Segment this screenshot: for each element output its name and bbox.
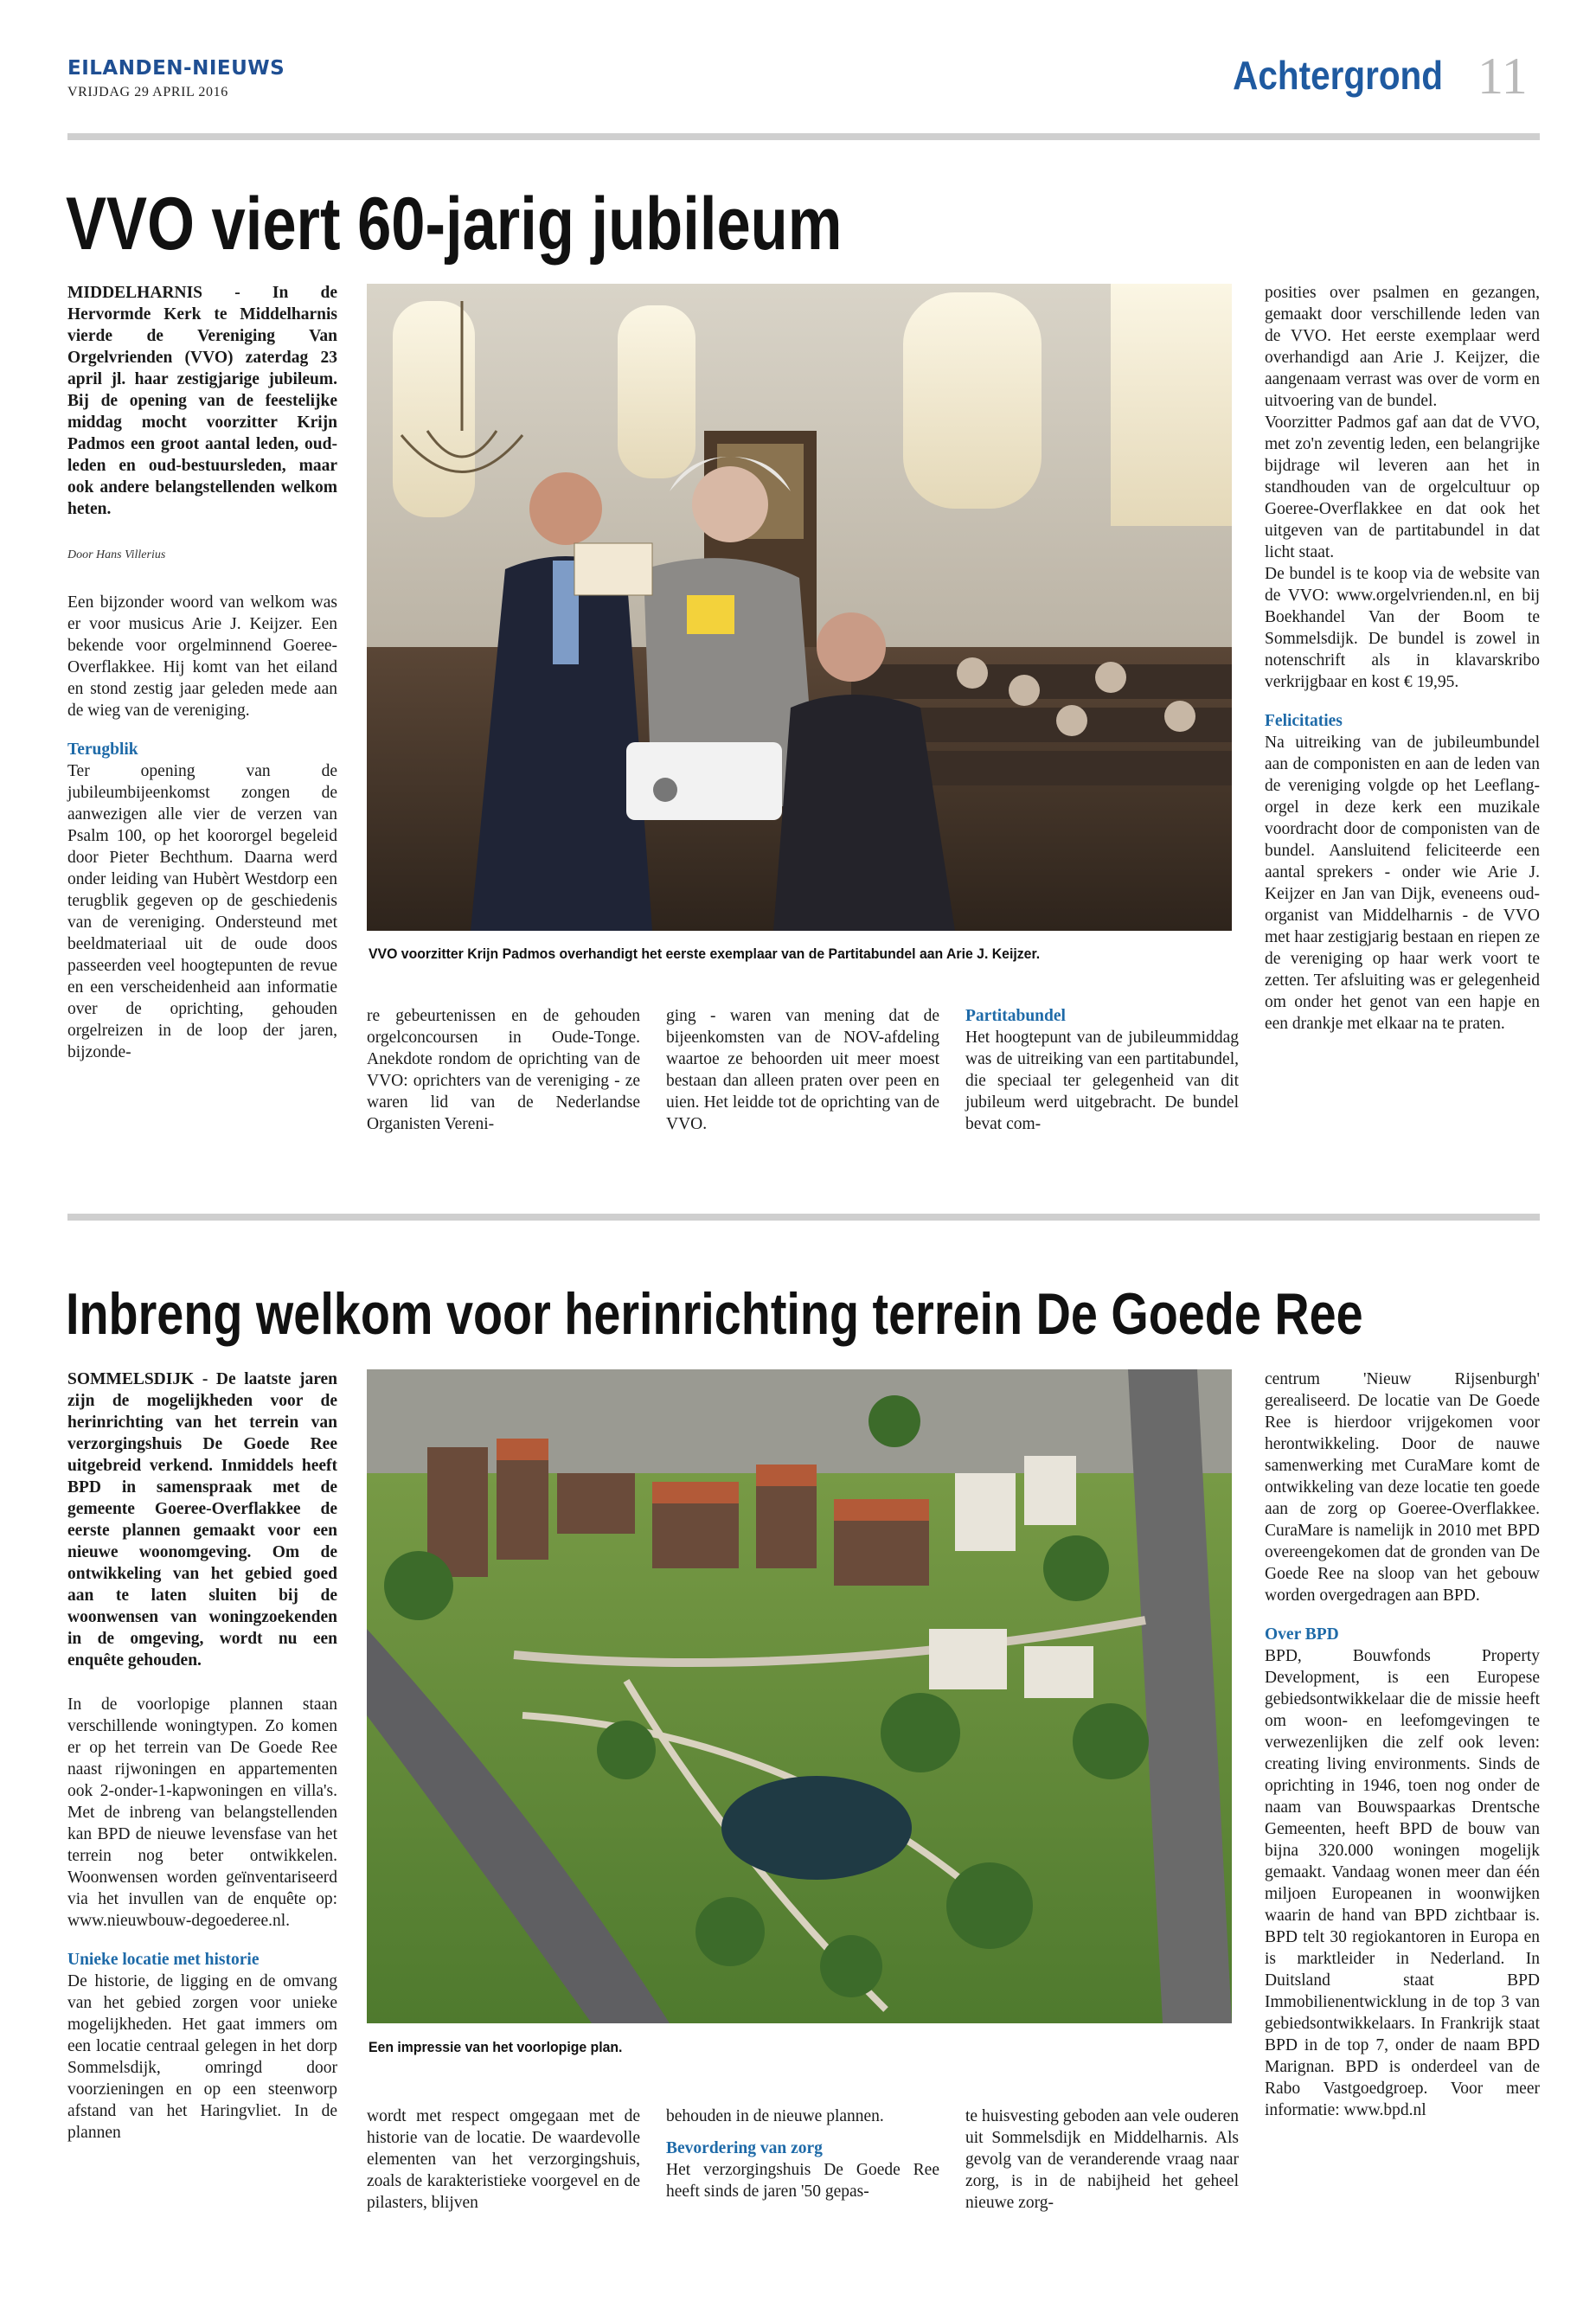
aerial-plan-impression <box>367 1369 1232 2023</box>
article2-col2 <box>367 2106 640 2214</box>
church-ceremony-photo <box>367 284 1232 931</box>
issue-date: VRIJDAG 29 APRIL 2016 <box>67 85 228 99</box>
article2-col1 <box>67 1368 337 2144</box>
article1-photo <box>367 284 1232 931</box>
article1-paragraph: Na uitreiking van de jubileumbundel aan de componisten en aan de leden van de vereniging volgde op het Leeflang-orgel in deze kerk een muzikale voordracht door de componisten van de bundel. Aansluitend feliciteerde een aantal sprekers - onder wie Arie J. Keijzer en Jan van Dijk, eveneens oud-organist van Middelharnis - de VVO met haar zestigjarig bestaan en riepen ze de vereniging op haar werk voort te zetten. Ter afsluiting was er gelegenheid om onder het genot van een hapje en een drankje met elkaar na te praten. <box>1265 734 1540 1033</box>
article2-paragraph: behouden in de nieuwe plannen. <box>666 2107 884 2125</box>
article1-headline: VVO viert 60-jarig jubileum <box>66 183 843 266</box>
section-rule <box>67 1214 1540 1221</box>
article2-paragraph: BPD, Bouwfonds Property Development, is een Europese gebiedsontwikkelaar die de missie heeft om woon- en leefomgevingen te verwezenlijken die zelf ook leven: creating living environments. Sinds de oprichting in 1946, toen nog onder de naam van Bouwspaarkas Drentsche Gemeenten, heeft BPD de bouw van bijna 320.000 woningen mogelijk gemaakt. Vandaag wonen meer dan één miljoen Europeanen in woonwijken waarin de hand van BPD zichtbaar is. BPD telt 30 regiokantoren in Europa en is marktleider in Nederland. In Duitsland staat BPD Immobilienentwicklung in de top 3 van gebiedsontwikkelaars. In Frankrijk staat BPD in de top 7, onder de naam BPD Marignan. BPD is onderdeel van de Rabo Vastgoedgroep. Voor meer informatie: www.bpd.nl <box>1265 1647 1540 2119</box>
article2-subhead-bpd: Over BPD <box>1265 1625 1339 1644</box>
article2-paragraph: wordt met respect omgegaan met de historie van de locatie. De waardevolle elementen van het verzorgingshuis, zoals de karakteristieke voorgevel en de pilasters, blijven <box>367 2107 640 2212</box>
masthead-logo: EILANDEN-NIEUWS <box>67 57 285 80</box>
article2-paragraph: Het verzorgingshuis De Goede Ree heeft sinds de jaren '50 gepas- <box>666 2161 939 2201</box>
article2-col3 <box>666 2106 939 2202</box>
article1-photo-caption: VVO voorzitter Krijn Padmos overhandigt het eerste exemplaar van de Partitabundel aan Arie J. Keijzer. <box>369 945 1041 962</box>
page-number: 11 <box>1477 48 1528 105</box>
article2-subhead-zorg: Bevordering van zorg <box>666 2139 823 2157</box>
article1-col5 <box>1265 282 1540 1035</box>
article1-paragraph: re gebeurtenissen en de gehouden orgelconcoursen in Oude-Tonge. Anekdote rondom de oprichting van de VVO: oprichters van de vereniging - ze waren lid van de Nederlandse Organisten Vereni- <box>367 1007 640 1133</box>
article2-paragraph: De historie, de ligging en de omvang van het gebied zorgen voor unieke mogelijkheden. Het gaat immers om een locatie centraal gelegen in het dorp Sommelsdijk, omringd door voorzieningen en op een steenworp afstand van het Haringvliet. In de plannen <box>67 1972 337 2142</box>
article1-paragraph: Het hoogtepunt van de jubileummiddag was de uitreiking van een partitabundel, die speciaal ter gelegenheid van dit jubileum werd uitgebracht. De bundel bevat com- <box>965 1029 1239 1133</box>
article2-paragraph: te huisvesting geboden aan vele ouderen uit Sommelsdijk en Middelharnis. Als gevolg van de veranderende vraag naar zorg, is in de nabijheid het geheel nieuwe zorg- <box>965 2107 1239 2212</box>
article1-col1 <box>67 282 337 1063</box>
article1-col3 <box>666 1005 939 1135</box>
article2-paragraph: centrum 'Nieuw Rijsenburgh' gerealiseerd. De locatie van De Goede Ree is hierdoor vrijgekomen voor herontwikkeling. Door de nauwe samenwerking met CuraMare komt de ontwikkeling van deze locatie ten goede aan de zorg op Goeree-Overflakkee. CuraMare is namelijk in 2010 met BPD overeengekomen dat de gronden van De Goede Ree na sloop van het gebouw worden overgedragen aan BPD. <box>1265 1370 1540 1605</box>
article2-photo-caption: Een impressie van het voorlopige plan. <box>369 2039 623 2055</box>
article1-paragraph: Een bijzonder woord van welkom was er voor musicus Arie J. Keijzer. Een bekende voor orgelminnend Goeree-Overflakkee. Hij komt van het eiland en stond zestig jaar geleden mede aan de wieg van de vereniging. <box>67 593 337 720</box>
article1-paragraph: Voorzitter Padmos gaf aan dat de VVO, met zo'n zeventig leden, een belangrijke bijdrage wil leveren aan het in standhouden van de orgelcultuur op Goeree-Overflakkee en dat ook het uitgeven van de partitabundel in dat licht staat. <box>1265 413 1540 561</box>
article2-paragraph: In de voorlopige plannen staan verschillende woningtypen. Zo komen er op het terrein van De Goede Ree naast rijwoningen en appartementen ook 2-onder-1-kapwoningen en villa's. Met de inbreng van belangstellenden kan BPD de nieuwe levensfase van het terrein nog beter ontwikkelen. Woonwensen worden geïnventariseerd via het invullen van de enquête op: www.nieuwbouw-degoederee.nl. <box>67 1695 337 1930</box>
article1-lead: MIDDELHARNIS - In de Hervormde Kerk te Middelharnis vierde de Vereniging Van Orgelvrienden (VVO) zaterdag 23 april jl. haar zestigjarige jubileum. Bij de opening van de feestelijke middag mocht voorzitter Krijn Padmos een groot aantal leden, oud-leden en oud-bestuursleden, maar ook andere belangstellenden welkom heten. <box>67 284 337 518</box>
article1-byline: Door Hans Villerius <box>67 548 166 561</box>
article1-paragraph: Ter opening van de jubileumbijeenkomst zongen de aanwezigen alle vier de verzen van Psalm 100, op het koororgel begeleid door Pieter Bechthum. Daarna werd onder leiding van Hubèrt Westdorp een terugblik gegeven op de geschiedenis van de vereniging. Ondersteund met beeldmateriaal uit de oude doos passeerden veel hoogtepunten de revue en een verscheidenheid aan informatie over de oprichting, gehouden orgelreizen in de loop der jaren, bijzonde- <box>67 762 337 1061</box>
article1-subhead-felicitaties: Felicitaties <box>1265 712 1343 730</box>
article2-col4 <box>965 2106 1239 2214</box>
top-rule <box>67 133 1540 140</box>
article1-paragraph: ging - waren van mening dat de bijeenkomsten van de NOV-afdeling waartoe ze behoorden uit meer moest bestaan dan alleen praten over peen en uien. Het leidde tot de oprichting van de VVO. <box>666 1007 939 1133</box>
article1-subhead-partitabundel: Partitabundel <box>965 1007 1066 1025</box>
article2-photo <box>367 1369 1232 2023</box>
article2-col5 <box>1265 1368 1540 2121</box>
article1-col4 <box>965 1005 1239 1135</box>
article1-subhead-terugblik: Terugblik <box>67 740 138 759</box>
article1-col2 <box>367 1005 640 1135</box>
article2-headline: Inbreng welkom voor herinrichting terrein De Goede Ree <box>66 1281 1363 1347</box>
section-title: Achtergrond <box>1233 53 1443 98</box>
article2-lead: SOMMELSDIJK - De laatste jaren zijn de mogelijkheden voor de herinrichting van het terrein van verzorgingshuis De Goede Ree uitgebreid verkend. Inmiddels heeft BPD in samenspraak met de gemeente Goeree-Overflakkee de eerste plannen gemaakt voor een nieuwe woonomgeving. Om de ontwikkeling van het gebied goed aan te laten sluiten bij de woonwensen van woningzoekenden in de omgeving, wordt nu een enquête gehouden. <box>67 1370 337 1670</box>
article1-paragraph: posities over psalmen en gezangen, gemaakt door verschillende leden van de VVO. Het eerste exemplaar werd overhandigd aan Arie J. Keijzer, die aangenaam verrast was over de vorm en uitvoering van de bundel. <box>1265 284 1540 410</box>
article2-subhead-historie: Unieke locatie met historie <box>67 1951 260 1969</box>
article1-paragraph: De bundel is te koop via de website van de VVO: www.orgelvrienden.nl, en bij Boekhandel Van der Boom te Sommelsdijk. De bundel is zowel in notenschrift als in klavarskribo verkrijgbaar en kost € 19,95. <box>1265 565 1540 691</box>
